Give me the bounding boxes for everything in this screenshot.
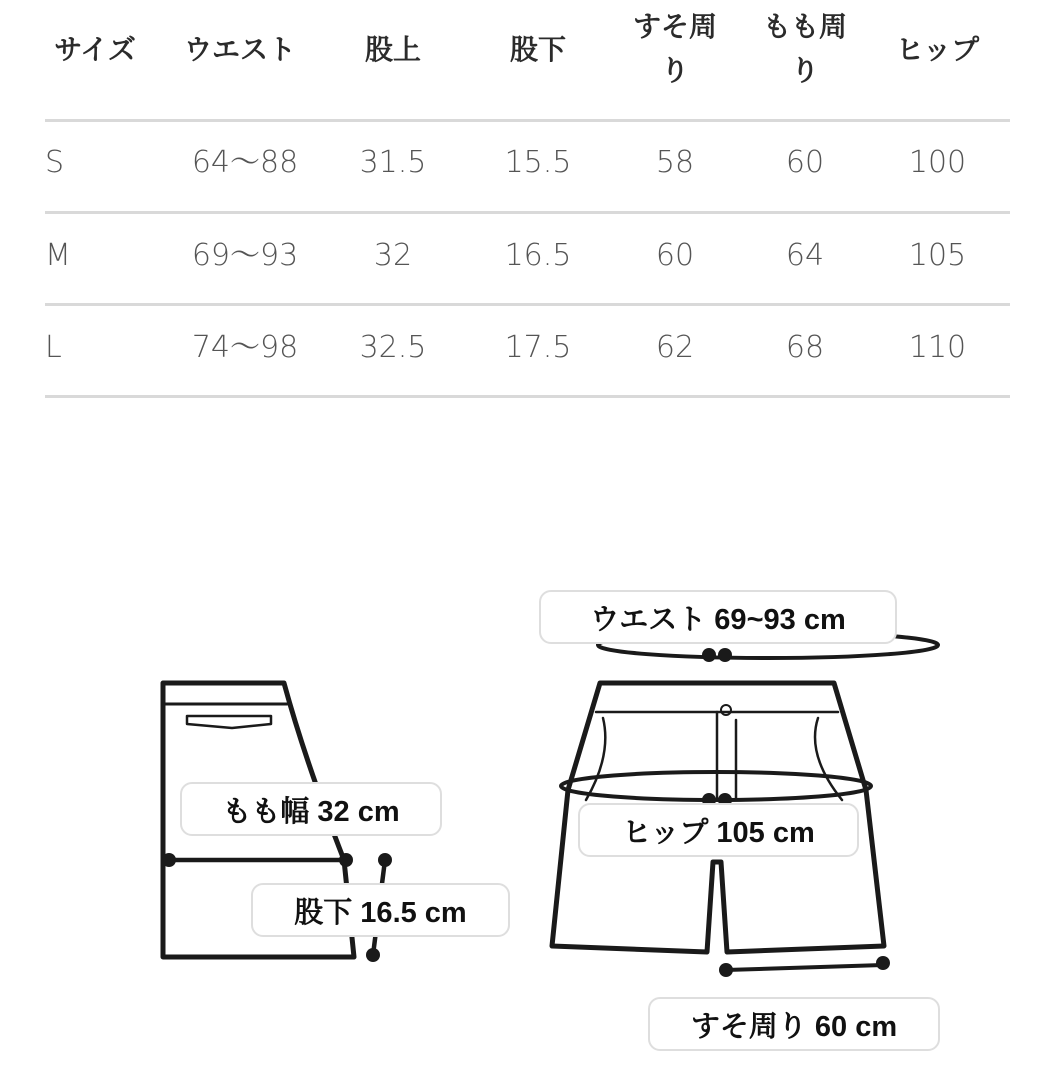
cell-size: S xyxy=(45,145,65,180)
inseam-label: 股下 16.5 cm xyxy=(251,883,510,937)
header-waist: ウエスト xyxy=(183,33,296,66)
hip-label: ヒップ 105 cm xyxy=(578,803,859,857)
cell-size: L xyxy=(45,330,62,365)
cell-hip: 110 xyxy=(908,330,967,365)
cell-inseam: 16.5 xyxy=(504,238,572,273)
cell-hem: 62 xyxy=(655,330,695,365)
cell-size: M xyxy=(45,238,71,273)
cell-waist: 64〜88 xyxy=(191,145,299,180)
header-inseam: 股下 xyxy=(509,33,566,66)
header-hip: ヒップ xyxy=(895,33,980,66)
cell-thigh: 68 xyxy=(785,330,825,365)
header-thigh-line2: り xyxy=(790,54,819,87)
cell-thigh: 60 xyxy=(785,145,825,180)
cell-hip: 100 xyxy=(908,145,967,180)
cell-hem: 60 xyxy=(655,238,695,273)
cell-rise: 31.5 xyxy=(359,145,427,180)
header-size: サイズ xyxy=(54,33,136,66)
waist-label: ウエスト 69~93 cm xyxy=(539,590,897,644)
header-rise: 股上 xyxy=(364,33,421,66)
thigh-label: もも幅 32 cm xyxy=(180,782,442,836)
header-hem-line2: り xyxy=(660,54,689,87)
cell-hem: 58 xyxy=(655,145,695,180)
cell-waist: 69〜93 xyxy=(191,238,299,273)
cell-rise: 32 xyxy=(373,238,413,273)
cell-hip: 105 xyxy=(908,238,967,273)
hem-label: すそ周り 60 cm xyxy=(648,997,940,1051)
header-thigh-line1: もも周 xyxy=(762,10,847,43)
cell-inseam: 15.5 xyxy=(504,145,572,180)
cell-thigh: 64 xyxy=(785,238,825,273)
cell-inseam: 17.5 xyxy=(504,330,572,365)
cell-rise: 32.5 xyxy=(359,330,427,365)
cell-waist: 74〜98 xyxy=(191,330,299,365)
header-hem-line1: すそ周 xyxy=(632,10,717,43)
